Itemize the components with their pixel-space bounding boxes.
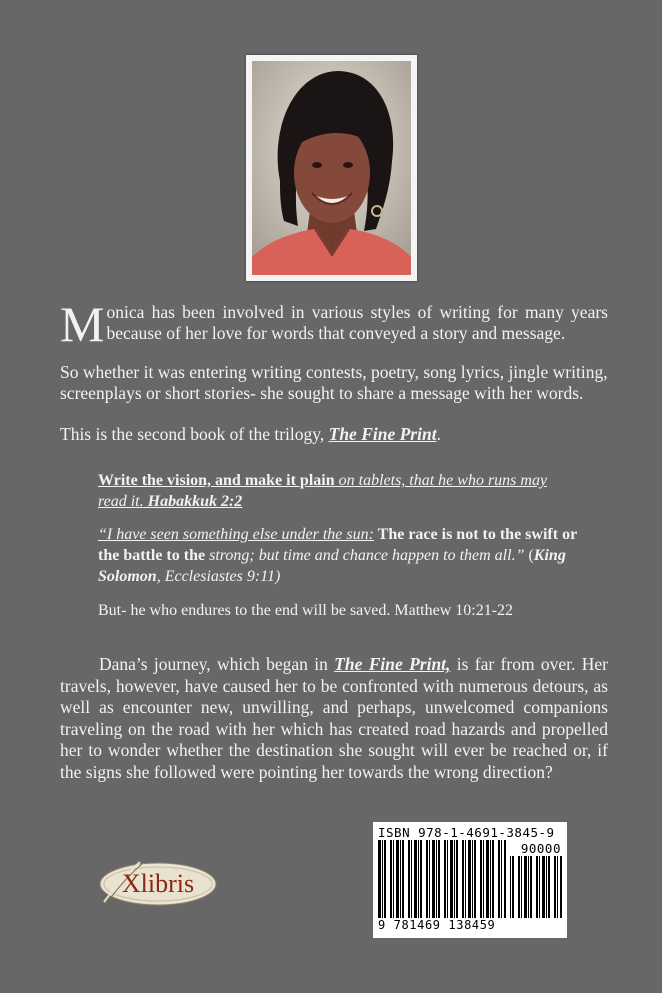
quote-ecclesiastes	[98, 524, 578, 587]
barcode-bar	[557, 856, 558, 918]
barcode-bar	[542, 856, 545, 918]
barcode-bar	[504, 840, 506, 918]
synopsis-book-title: The Fine Print,	[334, 654, 451, 674]
barcode-bar	[465, 840, 466, 918]
barcode-bar	[444, 840, 446, 918]
bio-paragraph-3-text: This is the second book of the trilogy,	[60, 424, 329, 444]
isbn-label: ISBN 978-1-4691-3845-9	[378, 825, 555, 840]
barcode-bar	[490, 840, 491, 918]
barcode-bar	[472, 840, 473, 918]
barcode-bar	[420, 840, 422, 918]
quote-matthew: But- he who endures to the end will be saved. Matthew 10:21-22	[98, 602, 514, 619]
barcode-bar	[432, 840, 435, 918]
barcode-bar	[468, 840, 471, 918]
ean-digits: 9 781469 138459	[378, 918, 496, 932]
barcode-bar	[429, 840, 430, 918]
barcode-bar	[436, 840, 437, 918]
synopsis-paragraph	[60, 654, 608, 783]
synopsis-text-1: Dana’s journey, which began in	[99, 654, 335, 674]
barcode-bar	[498, 840, 500, 918]
author-photo	[252, 61, 411, 275]
quote-eccl-part-3: strong; but time and chance happen to them all.”	[205, 547, 525, 564]
barcode-bar	[408, 840, 410, 918]
ean-barcode-bars	[378, 840, 506, 918]
barcode-bar	[393, 840, 394, 918]
barcode-bar	[483, 840, 484, 918]
bio-paragraph-3	[60, 424, 608, 445]
bio-paragraph-1	[60, 296, 608, 352]
bio-paragraph-2: So whether it was entering writing contests, poetry, song lyrics, jingle writing, screenplays or short stories- she sought to share a message with her words.	[60, 362, 608, 403]
barcode-bar	[378, 840, 381, 918]
barcode-bar	[450, 840, 453, 918]
quote-habakkuk-ref: Habakkuk 2:2	[143, 493, 243, 510]
quote-eccl-part-2: The race is not to the swift or the battle to the	[98, 526, 577, 564]
logo-text: Xlibris	[121, 869, 195, 898]
barcode-bar	[384, 840, 386, 918]
barcode-bar	[510, 856, 511, 918]
quote-eccl-part-4: (	[524, 547, 534, 564]
barcode-bar	[501, 840, 502, 918]
barcode-bar	[426, 840, 428, 918]
barcode-bar	[524, 856, 527, 918]
drop-cap: M	[60, 296, 105, 352]
barcode-bar	[530, 856, 532, 918]
barcode-bar	[462, 840, 464, 918]
barcode-bar	[382, 840, 383, 918]
xlibris-logo	[96, 856, 220, 912]
barcode-bar	[402, 840, 404, 918]
addon-barcode-bars	[510, 856, 562, 918]
barcode-bar	[456, 840, 458, 918]
barcode-bar	[414, 840, 417, 918]
barcode-bar	[546, 856, 547, 918]
barcode-bar	[560, 856, 562, 918]
quote-eccl-ref: , Ecclesiastes 9:11)	[156, 568, 281, 585]
barcode-bar	[492, 840, 494, 918]
quote-habakkuk-part-2: on tablets, that he who runs may read it.	[98, 472, 548, 510]
barcode-bar	[454, 840, 455, 918]
bio-paragraph-1-text: onica has been involved in various styles of writing for many years because of her love for words that conveyed a story and message.	[106, 302, 608, 343]
barcode-bar	[400, 840, 401, 918]
book-title: The Fine Print	[328, 424, 437, 444]
quote-eccl-author: King Solomon	[98, 547, 566, 585]
quote-habakkuk	[98, 470, 578, 512]
barcode-bar	[539, 856, 540, 918]
barcode-bar	[447, 840, 448, 918]
synopsis-text-2: is far from over. Her travels, however, have caused her to be confronted with numerous detours, as well as encounter new, unwilling, and perhaps, unwelcomed companions traveling on the road with her which has created road hazards and propelled her to wonder whether the destination she sought will ever be reached or, if the signs she followed were pointing her towards the wrong direction?	[60, 654, 608, 782]
author-photo-frame	[246, 55, 417, 281]
barcode-bar	[474, 840, 476, 918]
barcode-bar	[486, 840, 489, 918]
barcode-bar	[438, 840, 440, 918]
barcode-bar	[521, 856, 522, 918]
barcode-bar	[554, 856, 556, 918]
price-code: 90000	[520, 841, 561, 856]
barcode-bar	[518, 856, 520, 918]
quote-eccl-part-1: “I have seen something else under the sun:	[98, 526, 374, 543]
barcode-bar	[528, 856, 529, 918]
barcode-bar	[536, 856, 538, 918]
barcode-bar	[396, 840, 399, 918]
barcode-bar	[548, 856, 550, 918]
barcode-bar	[418, 840, 419, 918]
isbn-barcode	[373, 822, 567, 938]
barcode-bar	[411, 840, 412, 918]
quote-habakkuk-part-1: Write the vision, and make it plain	[98, 472, 335, 489]
bio-paragraph-3-end: .	[436, 424, 441, 444]
barcode-bar	[512, 856, 514, 918]
barcode-bar	[480, 840, 482, 918]
barcode-bar	[390, 840, 392, 918]
